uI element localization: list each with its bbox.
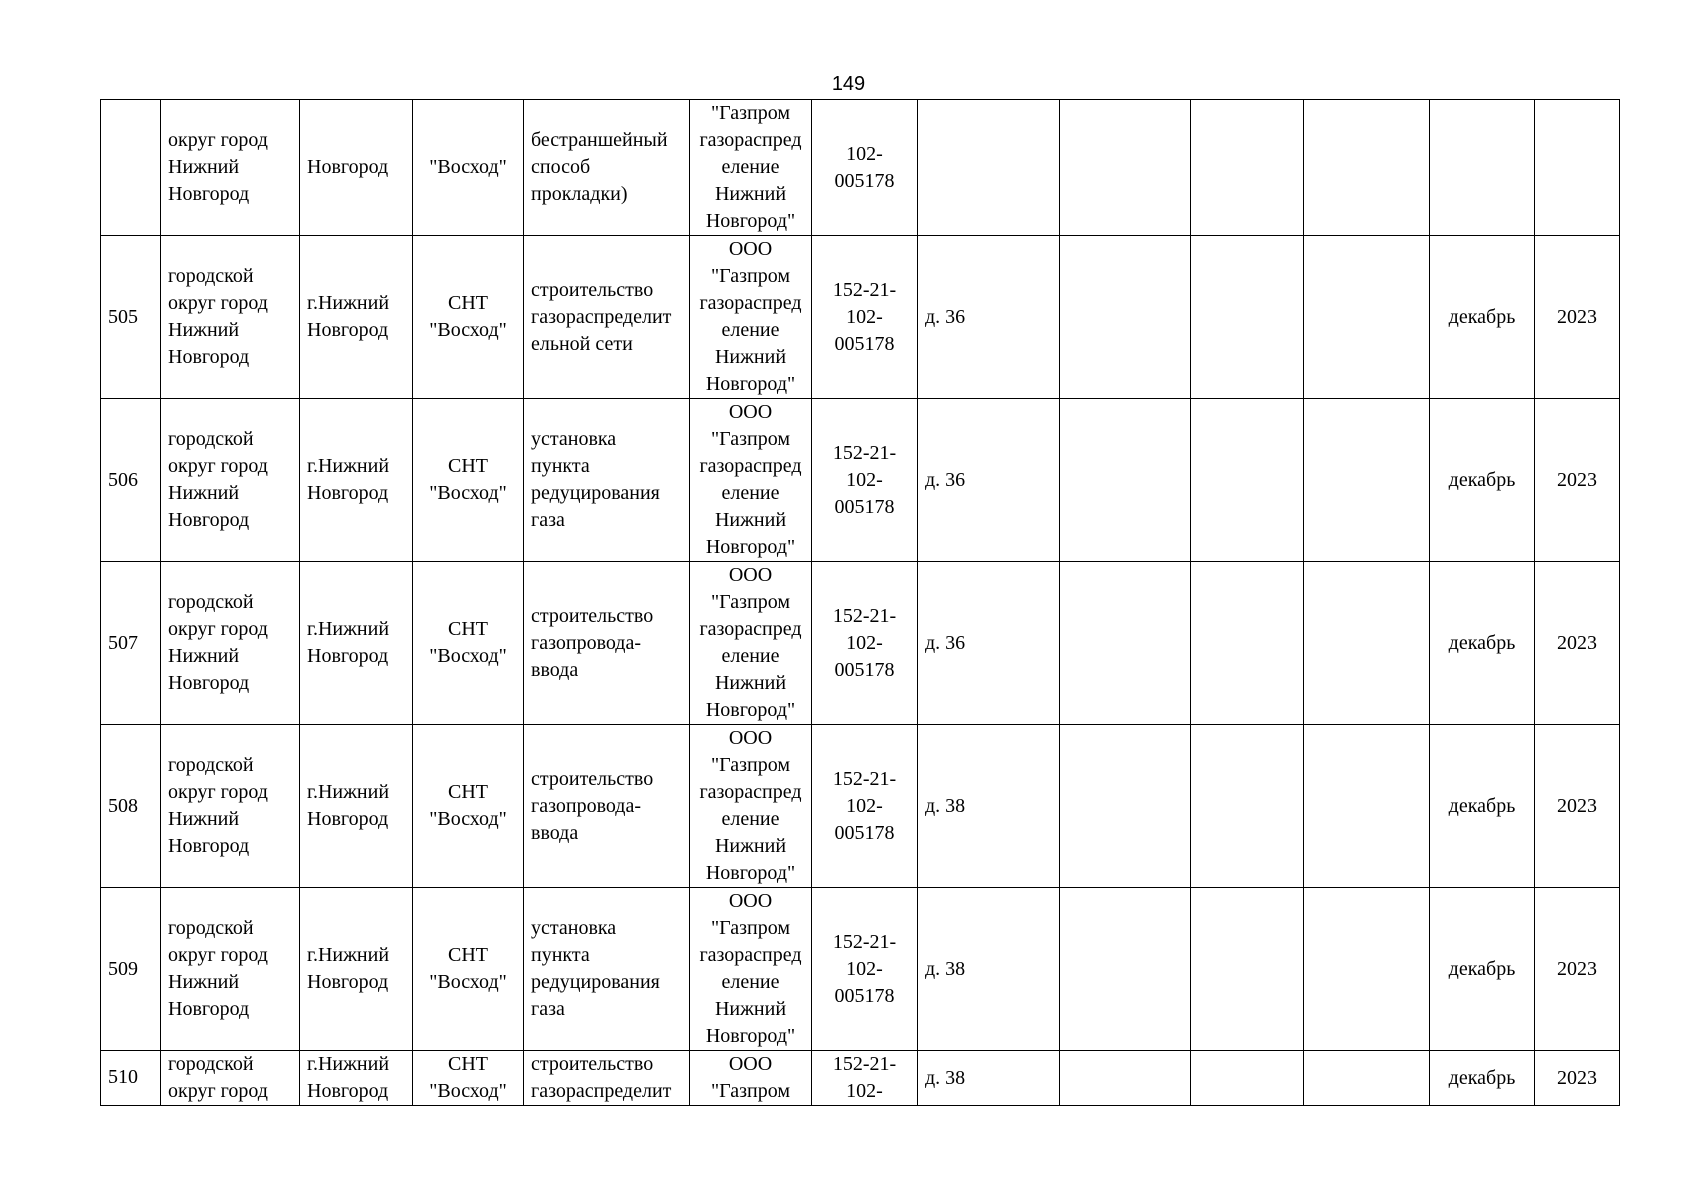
cell-empty — [1060, 100, 1191, 236]
cell-snt — [413, 888, 524, 1051]
cell-city — [300, 236, 413, 399]
cell-empty — [1060, 562, 1191, 725]
cell-line: 152-21- — [832, 767, 897, 790]
cell-line: газораспред — [699, 129, 802, 151]
cell-empty — [1304, 562, 1430, 725]
cell-empty — [1304, 236, 1430, 399]
table-body — [101, 100, 1620, 1106]
cell-number: 508 — [101, 725, 161, 888]
cell-line: г.Нижний — [307, 781, 390, 803]
cell-month: декабрь — [1430, 236, 1535, 399]
cell-line: Новгород — [168, 835, 250, 857]
cell-empty — [1191, 399, 1304, 562]
cell-line: Новгород — [168, 346, 250, 368]
cell-line: Нижний — [714, 672, 787, 694]
cell-line: газораспред — [699, 781, 802, 803]
cell-line: ООО — [728, 401, 773, 423]
cell-line: 005178 — [834, 169, 895, 192]
cell-line: округ город — [168, 944, 268, 966]
cell-line: "Газпром — [711, 917, 790, 939]
cell-work-type — [524, 236, 690, 399]
cell-snt — [413, 236, 524, 399]
cell-line: газа — [531, 998, 565, 1020]
cell-month — [1430, 100, 1535, 236]
cell-empty — [1060, 725, 1191, 888]
cell-line: Новгород" — [705, 862, 796, 884]
cell-city — [300, 399, 413, 562]
cell-month: декабрь — [1430, 562, 1535, 725]
cell-line: 152-21- — [832, 441, 897, 464]
cell-line: "Газпром — [711, 591, 790, 613]
cell-municipality — [161, 562, 300, 725]
cell-organization — [690, 888, 812, 1051]
cell-year: 2023 — [1535, 888, 1620, 1051]
cell-line: газораспред — [699, 618, 802, 640]
cell-work-type — [524, 100, 690, 236]
cell-line: Новгород" — [705, 1025, 796, 1047]
cell-line: ООО — [728, 238, 773, 260]
cell-line: "Восход" — [429, 971, 507, 993]
cell-line: пункта — [531, 944, 590, 966]
cell-line: Новгород" — [705, 536, 796, 558]
cell-line: Нижний — [714, 183, 787, 205]
cell-line: Нижний — [168, 482, 240, 504]
cell-organization — [690, 100, 812, 236]
cell-line: Новгород — [307, 971, 389, 993]
cell-snt — [413, 100, 524, 236]
cell-line: "Восход" — [429, 1080, 507, 1102]
cell-municipality — [161, 100, 300, 236]
cell-line: Новгород — [307, 1080, 389, 1102]
cell-line: г.Нижний — [307, 944, 390, 966]
table-row — [101, 100, 1620, 236]
cell-line: округ город — [168, 292, 268, 314]
cell-work-type — [524, 1051, 690, 1106]
cell-line: прокладки) — [531, 183, 628, 205]
cell-permit-code — [812, 725, 918, 888]
cell-empty — [1060, 888, 1191, 1051]
cell-permit-code — [812, 399, 918, 562]
cell-line: СНТ — [448, 944, 488, 966]
cell-line: г.Нижний — [307, 292, 390, 314]
cell-line: 005178 — [834, 984, 895, 1007]
cell-line: 005178 — [834, 821, 895, 844]
cell-line: "Газпром — [711, 428, 790, 450]
objects-table — [100, 99, 1620, 1106]
cell-permit-code — [812, 100, 918, 236]
cell-month: декабрь — [1430, 1051, 1535, 1106]
cell-line: городской — [168, 1053, 254, 1075]
table-row — [101, 236, 1620, 399]
cell-municipality — [161, 399, 300, 562]
cell-line: 102- — [846, 957, 883, 980]
cell-line: газораспред — [699, 455, 802, 477]
cell-line: 102- — [846, 794, 883, 817]
cell-line: Новгород — [307, 808, 389, 830]
cell-line: Новгород — [168, 998, 250, 1020]
cell-permit-code — [812, 236, 918, 399]
cell-line: строительство — [531, 604, 654, 627]
cell-line: "Восход" — [429, 319, 507, 341]
cell-line: еление — [721, 156, 780, 178]
cell-year: 2023 — [1535, 725, 1620, 888]
cell-year: 2023 — [1535, 236, 1620, 399]
cell-line: ООО — [728, 564, 773, 586]
cell-empty — [1304, 725, 1430, 888]
cell-snt — [413, 399, 524, 562]
cell-house: д. 38 — [918, 1051, 1060, 1106]
cell-line: еление — [721, 319, 780, 341]
cell-city — [300, 562, 413, 725]
cell-empty — [1191, 100, 1304, 236]
cell-month: декабрь — [1430, 399, 1535, 562]
cell-municipality — [161, 725, 300, 888]
cell-empty — [1060, 236, 1191, 399]
cell-line: г.Нижний — [307, 455, 390, 477]
cell-line: 005178 — [834, 495, 895, 518]
cell-line: газопровода- — [531, 631, 642, 654]
cell-line: СНТ — [448, 292, 488, 314]
cell-line: округ город — [168, 455, 268, 477]
cell-snt — [413, 725, 524, 888]
cell-month: декабрь — [1430, 888, 1535, 1051]
cell-empty — [1191, 236, 1304, 399]
cell-line: "Газпром — [711, 754, 790, 776]
cell-empty — [1304, 399, 1430, 562]
cell-line: газопровода- — [531, 794, 642, 817]
cell-line: городской — [168, 591, 254, 613]
cell-number: 507 — [101, 562, 161, 725]
cell-empty — [1191, 725, 1304, 888]
cell-number — [101, 100, 161, 236]
cell-municipality — [161, 1051, 300, 1106]
cell-line: СНТ — [448, 1053, 488, 1075]
cell-house: д. 38 — [918, 725, 1060, 888]
cell-line: Новгород — [307, 645, 389, 667]
cell-city — [300, 888, 413, 1051]
cell-organization — [690, 1051, 812, 1106]
cell-work-type — [524, 888, 690, 1051]
cell-line: Новгород" — [705, 210, 796, 232]
cell-house: д. 38 — [918, 888, 1060, 1051]
table-row — [101, 888, 1620, 1051]
cell-line: Новгород — [307, 482, 389, 504]
cell-line: "Восход" — [429, 645, 507, 667]
cell-line: газораспределит — [531, 1080, 672, 1102]
cell-line: 152-21- — [832, 1053, 897, 1075]
cell-line: городской — [168, 265, 254, 287]
cell-line: 152-21- — [832, 930, 897, 953]
cell-line: ООО — [728, 1053, 773, 1075]
cell-municipality — [161, 888, 300, 1051]
cell-line: городской — [168, 428, 254, 450]
cell-line: Нижний — [168, 645, 240, 667]
cell-line: СНТ — [448, 781, 488, 803]
cell-line: ельной сети — [531, 332, 633, 355]
cell-line: "Восход" — [429, 808, 507, 830]
cell-line: еление — [721, 482, 780, 504]
cell-line: 102- — [846, 142, 883, 165]
cell-empty — [1191, 888, 1304, 1051]
cell-line: 005178 — [834, 332, 895, 355]
cell-line: еление — [721, 808, 780, 830]
cell-line: Нижний — [168, 971, 240, 993]
cell-line: редуцирования — [531, 971, 660, 993]
cell-line: Нижний — [714, 346, 787, 368]
table-row — [101, 725, 1620, 888]
cell-line: строительство — [531, 278, 654, 301]
cell-work-type — [524, 562, 690, 725]
cell-line: Новгород — [168, 183, 250, 205]
cell-line: Новгород" — [705, 373, 796, 395]
cell-line: установка — [531, 428, 617, 450]
cell-line: Нижний — [714, 509, 787, 531]
cell-line: пункта — [531, 455, 590, 477]
cell-organization — [690, 236, 812, 399]
cell-line: СНТ — [448, 455, 488, 477]
cell-line: 102- — [846, 1080, 883, 1102]
cell-line: округ город — [168, 781, 268, 803]
cell-line: "Газпром — [711, 102, 790, 124]
cell-empty — [1060, 399, 1191, 562]
cell-municipality — [161, 236, 300, 399]
cell-empty — [1304, 100, 1430, 236]
cell-house: д. 36 — [918, 399, 1060, 562]
cell-line: Нижний — [168, 808, 240, 830]
cell-line: Новгород — [307, 156, 389, 178]
cell-house: д. 36 — [918, 562, 1060, 725]
cell-line: ввода — [531, 658, 579, 681]
cell-line: "Восход" — [429, 482, 507, 504]
cell-snt — [413, 1051, 524, 1106]
cell-line: строительство — [531, 1053, 654, 1075]
cell-line: газораспределит — [531, 305, 672, 328]
cell-city — [300, 725, 413, 888]
cell-line: ООО — [728, 890, 773, 912]
cell-line: СНТ — [448, 618, 488, 640]
cell-permit-code — [812, 562, 918, 725]
cell-line: Новгород — [168, 509, 250, 531]
cell-work-type — [524, 725, 690, 888]
cell-line: Нижний — [714, 998, 787, 1020]
cell-number: 505 — [101, 236, 161, 399]
table-row — [101, 562, 1620, 725]
table-row — [101, 399, 1620, 562]
cell-line: "Газпром — [711, 265, 790, 287]
cell-city — [300, 1051, 413, 1106]
cell-empty — [1304, 1051, 1430, 1106]
cell-work-type — [524, 399, 690, 562]
cell-line: Новгород" — [705, 699, 796, 721]
cell-permit-code — [812, 1051, 918, 1106]
cell-line: установка — [531, 917, 617, 939]
cell-house: д. 36 — [918, 236, 1060, 399]
cell-line: еление — [721, 645, 780, 667]
table-row — [101, 1051, 1620, 1106]
cell-line: бестраншейный — [531, 129, 668, 151]
cell-line: ввода — [531, 821, 579, 844]
cell-city — [300, 100, 413, 236]
cell-line: Новгород — [168, 672, 250, 694]
cell-line: Нижний — [168, 319, 240, 341]
cell-number: 510 — [101, 1051, 161, 1106]
cell-house — [918, 100, 1060, 236]
cell-empty — [1060, 1051, 1191, 1106]
cell-organization — [690, 399, 812, 562]
cell-line: еление — [721, 971, 780, 993]
cell-year: 2023 — [1535, 1051, 1620, 1106]
cell-organization — [690, 725, 812, 888]
cell-snt — [413, 562, 524, 725]
cell-line: 152-21- — [832, 278, 897, 301]
cell-line: ООО — [728, 727, 773, 749]
cell-line: Нижний — [714, 835, 787, 857]
cell-year — [1535, 100, 1620, 236]
cell-number: 506 — [101, 399, 161, 562]
cell-line: газа — [531, 509, 565, 531]
cell-line: газораспред — [699, 944, 802, 966]
cell-line: округ город — [168, 129, 268, 151]
cell-line: Новгород — [307, 319, 389, 341]
cell-line: 102- — [846, 631, 883, 654]
cell-organization — [690, 562, 812, 725]
cell-year: 2023 — [1535, 399, 1620, 562]
cell-line: газораспред — [699, 292, 802, 314]
page-number: 149 — [831, 73, 866, 95]
cell-line: редуцирования — [531, 482, 660, 504]
cell-line: округ город — [168, 1080, 268, 1102]
cell-empty — [1191, 1051, 1304, 1106]
cell-month: декабрь — [1430, 725, 1535, 888]
cell-permit-code — [812, 888, 918, 1051]
cell-line: г.Нижний — [307, 618, 390, 640]
cell-line: Нижний — [168, 156, 240, 178]
cell-line: г.Нижний — [307, 1053, 390, 1075]
cell-empty — [1191, 562, 1304, 725]
cell-line: округ город — [168, 618, 268, 640]
cell-line: 152-21- — [832, 604, 897, 627]
cell-line: 102- — [846, 468, 883, 491]
cell-line: 005178 — [834, 658, 895, 681]
cell-empty — [1304, 888, 1430, 1051]
cell-line: 102- — [846, 305, 883, 328]
cell-number: 509 — [101, 888, 161, 1051]
cell-line: "Восход" — [429, 156, 507, 178]
cell-line: городской — [168, 754, 254, 776]
cell-year: 2023 — [1535, 562, 1620, 725]
cell-line: строительство — [531, 767, 654, 790]
cell-line: городской — [168, 917, 254, 939]
cell-line: способ — [531, 156, 591, 178]
cell-line: "Газпром — [711, 1080, 790, 1102]
